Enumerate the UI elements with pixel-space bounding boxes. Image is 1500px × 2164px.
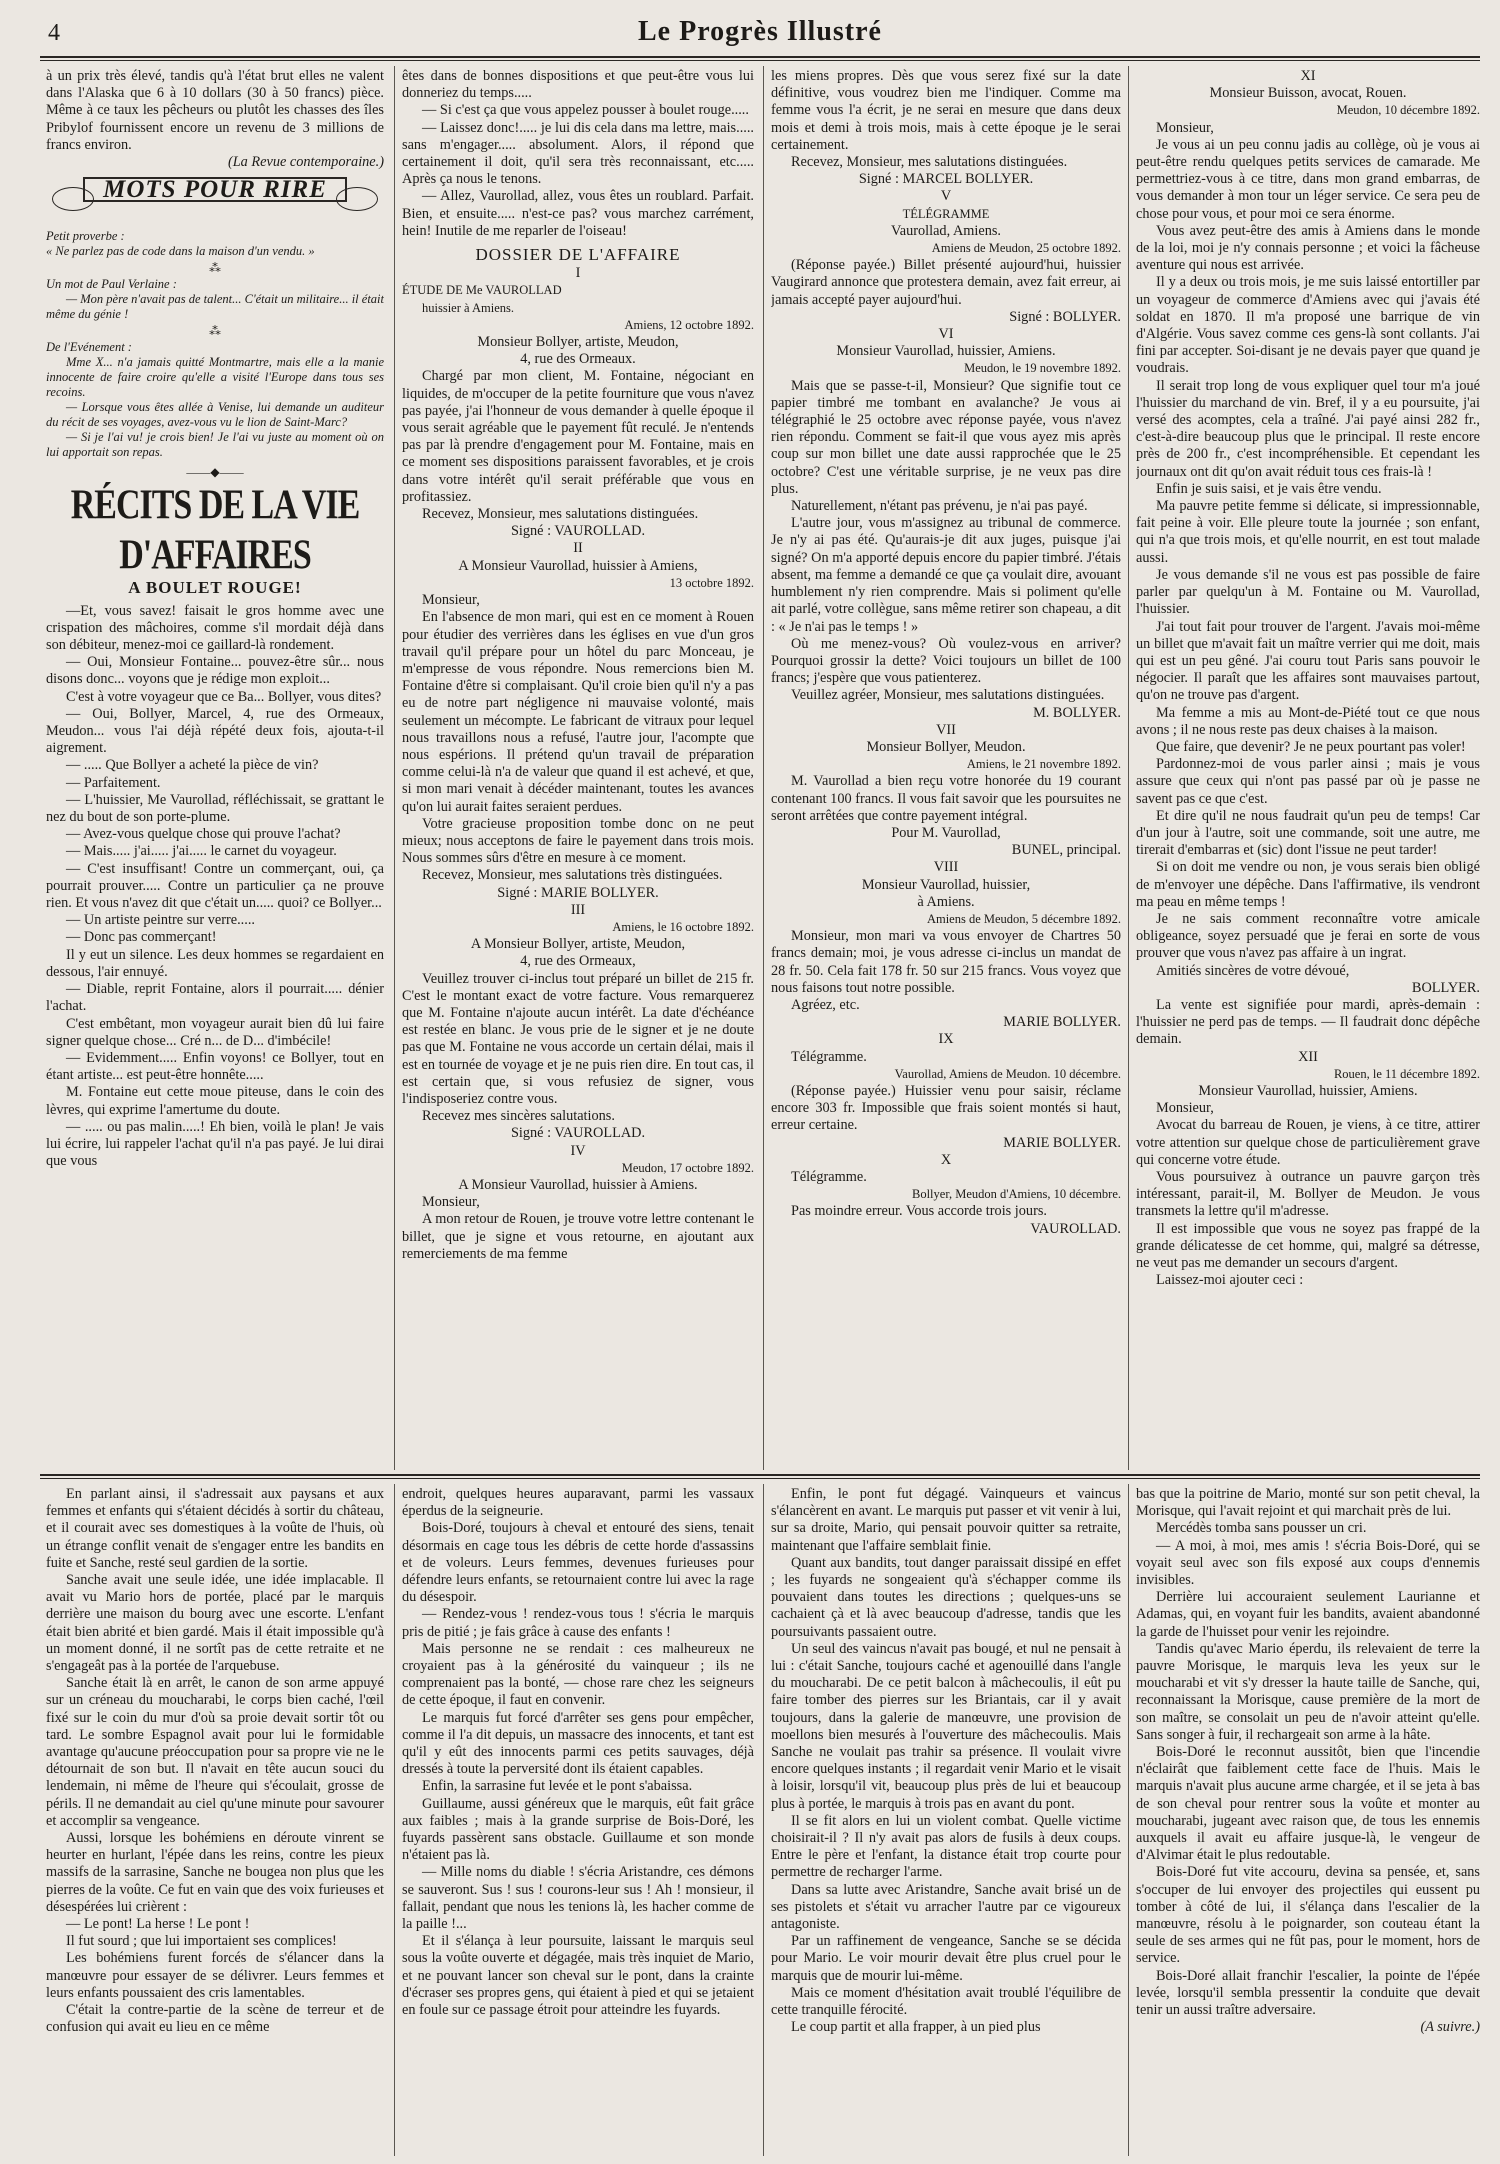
letter-body: Où me menez-vous? Où voulez-vous en arriver? Pourquoi grossir la dette? Voici toujours un billet de 100 francs; j'espère que vous patienterez. (771, 635, 1121, 687)
paragraph: — L'huissier, Me Vaurollad, réfléchissait, se grattant le nez du bout de son porte-plume. (46, 791, 384, 826)
separator-icon: ⁂ (209, 261, 221, 276)
paragraph: — Rendez-vous ! rendez-vous tous ! s'écria le marquis pris de pitié ; je fais grâce à cause des enfants ! (402, 1606, 754, 1640)
paragraph: — Si c'est ça que vous appelez pousser à boulet rouge..... (422, 102, 749, 119)
feuilleton-rule (40, 1474, 1480, 1476)
letter-signature: Signé : MARCEL BOLLYER. (858, 171, 1034, 188)
column-1 (46, 68, 384, 1468)
letter-salutation: Monsieur, (422, 592, 480, 609)
feuilleton-column-1 (46, 1486, 384, 2158)
letter-number: XI (1300, 68, 1316, 84)
letter-body: Et dire qu'il ne nous faudrait qu'un peu de temps! Car d'un jour à l'autre, soit une commande, soit une autre, me tirerait d'embarras et (sic) dont l'issue ne peut tarder! (1136, 807, 1480, 859)
letter-address: Monsieur Vaurollad, huissier, Amiens. (836, 343, 1056, 360)
paragraph: Un seul des vaincus n'avait pas bougé, et nul ne pensait à lui : c'était Sanche, toujours caché et agenouillé dans l'angle du moucharabi. De ce petit balcon à mâchecoulis, il eût pu faire tomber des pierres sur les Briantais, car il y avait toujours, dans la galerie de manœuvre, une provision de moellons bien mesurés à l'ouverture des mâchecoulis. Mais Sanche ne voulait pas trahir sa présence. Il voulait vivre encore quelques instants ; il regardait venir Mario et le visait à loisir, lorsqu'il vit, beaucoup plus près de lui et beaucoup plus à portée, le marquis à trois pas en avant du pont. (771, 1640, 1121, 1812)
paragraph: En parlant ainsi, il s'adressait aux paysans et aux femmes et enfants qui s'étaient décidés à sortir du château, et il courait avec ses domestiques à la voûte de l'huis, où un étrange conflit venait de s'engager entre les bandits en fuite et Sanche, resté seul gardien de la sortie. (46, 1486, 384, 1571)
letter-address: Monsieur Vaurollad, huissier, (861, 876, 1031, 893)
joke-text: Un mot de Paul Verlaine : (46, 277, 177, 292)
paragraph: — Oui, Bollyer, Marcel, 4, rue des Ormeaux, Meudon... vous l'ai déjà répété deux fois, ajouta-t-il aigrement. (46, 705, 384, 757)
paragraph: Derrière lui accouraient seulement Laurianne et Adamas, qui, en voyant fuir les bandits, avaient abandonné la garde de l'huisset pour venir les rejoindre. (1136, 1589, 1480, 1640)
letter-date: Amiens, le 21 novembre 1892. (966, 757, 1121, 772)
letter-address: Monsieur Bollyer, artiste, Meudon, (477, 334, 679, 351)
paragraph: — C'est insuffisant! Contre un commerçant, oui, ça pourrait prouver..... Contre un particulier ça ne prouve rien. Et vous n'avez dit que c'était un..... quoi? ce Bollyer... (46, 860, 384, 912)
letter-address: Monsieur Vaurollad, huissier, Amiens. (1198, 1082, 1418, 1099)
letter-signature: BOLLYER. (1411, 979, 1480, 996)
to-be-continued: (A suivre.) (1420, 2019, 1480, 2036)
letter-date: Amiens, le 16 octobre 1892. (612, 919, 754, 934)
paragraph: Bois-Doré, toujours à cheval et entouré des siens, tenait désormais en cage tous les débris de cette horde d'assassins et de voleurs. Leurs femmes, devenues furieuses pour défendre leurs enfants, se retournaient contre lui avec la rage du désespoir. (402, 1520, 754, 1606)
paragraph: Aussi, lorsque les bohémiens en déroute vinrent se heurter en hurlant, l'épée dans les reins, contre les pieux massifs de la sarrasine, Sanche ne bougea non plus que les pierres de la voûte. Ce fut en vain que des voix furieuses et désespérées lui crièrent : (46, 1830, 384, 1915)
letter-closing: Amitiés sincères de votre dévoué, (1156, 962, 1350, 979)
paragraph: — A moi, à moi, mes amis ! s'écria Bois-Doré, qui se voyait seul avec son fils exposé aux coups d'ennemis invisibles. (1136, 1537, 1480, 1589)
paragraph: Guillaume, aussi généreux que le marquis, eût fait grâce aux faibles ; mais à la grande surprise de Bois-Doré, les fuyards passèrent sans obstacle. Guillaume et son monde n'étaient pas là. (402, 1795, 754, 1864)
paragraph: Le marquis fut forcé d'arrêter ses gens pour empêcher, comme il l'a dit depuis, un massacre des innocents, et tant est qu'il y eût des innocents parmi ces petits sauvages, déjà dressés à toute la perversité dont ils étaient capables. (402, 1709, 754, 1778)
paragraph: Enfin, le pont fut dégagé. Vainqueurs et vaincus s'élancèrent en avant. Le marquis put passer et vit venir à lui, sur sa droite, Mario, qui pensait pouvoir quitter sa retraite, maintenant que l'affaire semblait finie. (771, 1486, 1121, 1554)
paragraph: Bois-Doré allait franchir l'escalier, la pointe de l'épée levée, lorsqu'il sembla pressentir la conduite que devait tenir un aussi traître adversaire. (1136, 1967, 1480, 2019)
letter-number: VII (936, 721, 956, 738)
letterhead: huissier à Amiens. (422, 300, 515, 315)
source-citation: (La Revue contemporaine.) (227, 154, 384, 171)
joke-text: Mme X... n'a jamais quitté Montmartre, mais elle a la manie innocente de faire croire qu'elle a visité l'Europe dans tous ses recoins. (46, 355, 384, 400)
letter-body: Pas moindre erreur. Vous accorde trois jours. (791, 1203, 1047, 1220)
letter-body: En l'absence de mon mari, qui est en ce moment à Rouen pour étudier des verrières dans les églises en vue d'un gros travail qu'il prépare pour un hôtel du parc Monceau, je m'empresse de vous répondre. Nous remercions bien M. Fontaine d'être si complaisant. Qu'il croie bien qu'il n'y a pas eu de notre part négligence ni mauvaise volonté, mais seulement un mécompte. Le fabricant de vitraux pour lequel nous travaillons nous a refusé, l'autre jour, l'acompte que nous espérions. Il prétend qu'un travail de préparation comme celui-là n'a de valeur que quand il est achevé, et que, si mon mari venait à décéder maintenant, toutes les avances qu'on lui aurait faites seraient perdues. (402, 609, 754, 815)
letter-address: A Monsieur Vaurollad, huissier à Amiens. (458, 1177, 698, 1193)
letter-date: 13 octobre 1892. (669, 575, 754, 590)
letter-signature: Signé : BOLLYER. (1009, 308, 1121, 325)
letter-signature: Signé : MARIE BOLLYER. (497, 884, 659, 901)
letter-address: Monsieur Bollyer, Meudon. (866, 738, 1026, 755)
column-divider (394, 1484, 395, 2156)
paragraph: —Et, vous savez! faisait le gros homme avec une crispation des mâchoires, comme s'il mordait déjà dans son débiteur, menez-moi ce gaillard-là rondement. (46, 602, 384, 654)
letter-body: Il serait trop long de vous expliquer quel tour m'a joué l'huissier du marchand de vin. Bref, il y a eu poursuite, j'ai versé des acomptes, cela a traîné. J'ai payé ainsi 282 fr., c'est-à-dire beaucoup plus que le principal. Il reste encore près de 200 fr., c'est incompréhensible. Et cependant les journaux ont dit qu'on avait réduit tous ces frais-là ! (1136, 377, 1480, 480)
letterhead: ÉTUDE DE Me VAUROLLAD (402, 283, 562, 298)
column-divider (394, 66, 395, 1470)
paragraph: Sanche avait une seule idée, une idée implacable. Il avait vu Mario hors de portée, placé par le marquis derrière une maison du bourg avec une escorte. L'enfant était bien abrité et bien gardé. Mais il était impossible qu'à un moment donné, il ne sortît pas de cette retraite et ne s'engageât pas à la portée de l'arquebuse. (46, 1572, 384, 1675)
letter-body: Pardonnez-moi de vous parler ainsi ; mais je vous assure que ceux qui n'ont pas passé par où je passe ne savent pas ce que c'est. (1136, 756, 1480, 807)
letter-body: Naturellement, n'étant pas prévenu, je n'ai pas payé. (791, 498, 1088, 515)
letter-signature: Signé : VAUROLLAD. (510, 1125, 646, 1142)
paragraph: — Oui, Monsieur Fontaine... pouvez-être sûr... nous disons donc... voyons que je rédige mon exploit... (46, 654, 384, 688)
paragraph: endroit, quelques heures auparavant, parmi les vassaux éperdus de la seigneurie. (402, 1486, 754, 1520)
letter-address: Vaurollad, Amiens. (891, 222, 1001, 239)
separator-icon: ——◆—— (186, 465, 244, 480)
letter-body: Veuillez trouver ci-inclus tout préparé un billet de 215 fr. C'est le montant exact de votre facture. Vous remarquerez que M. Fontaine n'ajoute aucun intérêt. La date d'échéance est restée en blanc. Je vous prie de le signer et je ne doute pas que M. Fontaine ne vous accorde un certain délai, mais il est en tournée de voyage et je ne puis rien dire. En tout cas, il est certain que, si vous refusiez de signer, vous l'indisposeriez contre vous. (402, 970, 754, 1107)
paragraph: Tandis qu'avec Mario éperdu, ils relevaient de terre la pauvre Morisque, le marquis leva les yeux sur le moucharabi et vit s'y dresser la haute taille de Sanche, qui, reconnaissant la Morisque, cause première de la mort de son maître, se consolait un peu de n'avoir atteint qu'elle. Sans songer à fuir, il rechargeait son arme à la hâte. (1136, 1640, 1480, 1743)
letter-signature: VAUROLLAD. (1030, 1220, 1121, 1237)
letter-body: Il est impossible que vous ne soyez pas frappé de la grande délicatesse de cet homme, qui, malgré sa détresse, ne veut pas me demander un secours d'argent. (1136, 1220, 1480, 1272)
paragraph: Et il s'élança à leur poursuite, laissant le marquis seul sous la voûte ouverte et dégagée, mais très inquiet de Mario, et ne pouvant lancer son cheval sur le pont, dans la crainte d'écraser ses propres gens, qui étaient à pied et qui se jetaient en foule sur ce passage étroit pour atteindre les fuyards. (402, 1933, 754, 2019)
paragraph: — ..... Que Bollyer a acheté la pièce de vin? (66, 757, 319, 774)
letter-signature: Signé : VAUROLLAD. (510, 523, 646, 540)
letter-number: X (940, 1151, 952, 1168)
letter-body: Mais que se passe-t-il, Monsieur? Que signifie tout ce papier timbré me tombant en avalanche? Je vous ai télégraphié le 25 octobre avec réponse payée, vous n'avez rien répondu. Comment se fait-il que vous ayez mis après coup sur mon billet une date aussi rapprochée que le 25 octobre? C'est une véritable surprise, je ne veux pas dire plus. (771, 377, 1121, 497)
letter-body: L'autre jour, vous m'assignez au tribunal de commerce. Je n'y ai pas été. Qu'aurais-je dit aux juges, puisque j'ai signé? On m'a apporté depuis encore du papier timbré. J'étais absent, ma femme a demandé ce que ça voulait dire, avouant humblement n'y rien comprendre. Mais si poliment qu'elle ait parlé, votre collègue, sans même retirer son chapeau, a dit : « Je n'ai pas le temps ! » (771, 515, 1121, 635)
paragraph: — Parfaitement. (66, 774, 161, 791)
column-2 (402, 68, 754, 1468)
paragraph: Dans sa lutte avec Aristandre, Sanche avait brisé un de ses pistolets et s'était vu arracher l'autre par ce vigoureux antagoniste. (771, 1881, 1121, 1933)
paragraph: — Evidemment..... Enfin voyons! ce Bollyer, tout en étant artiste... est peut-être honnête..... (46, 1049, 384, 1084)
joke-text: « Ne parlez pas de code dans la maison d'un vendu. » (46, 244, 315, 259)
letter-closing: Recevez mes sincères salutations. (422, 1108, 615, 1125)
paragraph: êtes dans de bonnes dispositions et que peut-être vous lui donneriez du temps..... (402, 68, 754, 102)
letter-closing: Agréez, etc. (791, 996, 860, 1013)
paragraph: — ..... ou pas malin.....! Eh bien, voilà le plan! Je vais lui écrire, lui rappeler l'achat qu'il n'a pas payé. Je lui dirai que vous (46, 1118, 384, 1170)
letter-body: (Réponse payée.) Huissier venu pour saisir, réclame encore 303 fr. Impossible que frais soient montés si haut, erreur certaine. (771, 1082, 1121, 1134)
feuilleton-column-3 (771, 1486, 1121, 2158)
letter-body: J'ai tout fait pour trouver de l'argent. J'avais moi-même un billet que m'avait fait un maître verrier qui me doit, mais qui est un peu gêné. J'ai couru tout Paris sans pouvoir le négocier. Il paraît que les affaires sont mauvaises partout, qu'on ne trouve pas d'argent. (1136, 618, 1480, 704)
paragraph: Il se fit alors en lui un violent combat. Quelle victime choisirait-il ? Il n'y avait pas alors de fusils à deux coups. Entre le père et l'enfant, la distance était trop courte pour permettre de recharger l'arme. (771, 1812, 1121, 1881)
letter-body: Ma pauvre petite femme si délicate, si impressionnable, fait peine à voir. Elle pleure toute la journée ; son enfant, qui n'a que trois mois, et qu'elle nourrit, en est tout malade aussi. (1136, 498, 1480, 566)
paragraph: à un prix très élevé, tandis qu'à l'état brut elles ne valent dans l'Alaska que 6 à 10 dollars (30 à 50 francs) pièce. Même à ce taux les pêcheurs ou plutôt les chasses des îles Pribylof fournissent encore un revenu de 3 millions de francs environ. (46, 68, 384, 153)
joke-text: — Lorsque vous êtes allée à Venise, lui demande un auditeur du récit de ses voyages, avez-vous vu le lion de Saint-Marc? (46, 400, 384, 430)
letter-body: Je vous ai un peu connu jadis au collège, où je vous ai peut-être rendu quelques petits services de camarade. Me permettriez-vous à ce titre, dans mon grand embarras, de vous demander à mon tour un léger service. Ce sera peu de chose pour vous, et pour moi ce sera énorme. (1136, 136, 1480, 222)
paragraph: Il fut sourd ; que lui importaient ses complices! (66, 1933, 337, 1950)
joke-text: De l'Evénement : (46, 340, 132, 355)
letter-body: Il y a deux ou trois mois, je me suis laissé entortiller par un voyageur de commerce d'Amiens avec qui j'avais été soldat en 1870. Il m'a proposé une barrique de vin d'Algérie. Vous savez comme ces gens-là sont collants. J'ai fini par accepter. Soi-disant je ne devais payer que quand je voudrais. (1136, 274, 1480, 377)
letter-body: Monsieur, mon mari va vous envoyer de Chartres 50 francs demain; moi, je vous adresse ci-inclus un mandat de 28 fr. 50. Cela fait 178 fr. 50 sur 215 francs. Vous voyez que nous faisons tout notre possible. (771, 928, 1121, 996)
letter-salutation: Monsieur, (422, 1194, 480, 1211)
letter-number: I (575, 265, 581, 282)
letter-number: II (573, 540, 583, 557)
letter-date: Amiens de Meudon, 25 octobre 1892. (931, 241, 1121, 256)
story-title: RÉCITS DE LA VIE D'AFFAIRES (70, 482, 360, 579)
letter-address: A Monsieur Vaurollad, huissier à Amiens, (458, 557, 698, 574)
column-divider (1128, 66, 1129, 1470)
page-number: 4 (48, 20, 60, 46)
letter-body: les miens propres. Dès que vous serez fixé sur la date définitive, vous voudrez bien me l'indiquer. Comme ma femme vous l'a écrit, je ne serai en mesure que dans deux mois et demi à trois mois, mais à cette époque je le serai certainement. (771, 68, 1121, 153)
letter-address: à Amiens. (917, 893, 975, 910)
joke-text: — Si je l'ai vu! je crois bien! Je l'ai vu juste au moment où on lui apportait son repas. (46, 430, 384, 460)
paragraph: — Avez-vous quelque chose qui prouve l'achat? (66, 826, 341, 843)
paragraph: Mais personne ne se rendait : ces malheureux ne croyaient pas à la générosité du vainqueur ; ils ne comprenaient pas la bonté, — chose rare chez les seigneurs de cette époque, il faut en convenir. (402, 1640, 754, 1709)
paragraph: Les bohémiens furent forcés de s'élancer dans la manœuvre pour essayer de se délivrer. Leurs femmes et leurs enfants poussaient des cris lamentables. (46, 1950, 384, 2001)
letter-date: Meudon, 17 octobre 1892. (621, 1160, 754, 1175)
paragraph: — Un artiste peintre sur verre..... (66, 912, 255, 929)
paragraph: — Allez, Vaurollad, allez, vous êtes un roublard. Parfait. Bien, et ensuite..... n'est-ce pas? vous marchez carrément, hein! Inutile de me reparler de l'oiseau! (402, 188, 754, 239)
letter-address: A Monsieur Bollyer, artiste, Meudon, (470, 936, 686, 953)
paragraph: C'était la contre-partie de la scène de terreur et de confusion qui avait eu lieu en ce même (46, 2002, 384, 2036)
letter-body: Ma femme a mis au Mont-de-Piété tout ce que nous avons ; il ne nous reste pas deux chaises à la maison. (1136, 704, 1480, 738)
paragraph: M. Fontaine eut cette moue piteuse, dans le coin des lèvres, qui exprime l'amertume du doute. (46, 1084, 384, 1118)
letter-closing: Recevez, Monsieur, mes salutations distinguées. (791, 154, 1068, 171)
letter-body: (Réponse payée.) Billet présenté aujourd'hui, huissier Vaugirard annonce que protestera demain, avez fait erreur, ai jamais accepté payer aujourd'hui. (771, 257, 1121, 308)
separator-icon: ⁂ (209, 324, 221, 339)
letter-number: IX (938, 1031, 954, 1048)
letter-date: Meudon, 10 décembre 1892. (1336, 103, 1480, 118)
letter-date: Rouen, le 11 décembre 1892. (1333, 1066, 1480, 1081)
letter-signature: M. BOLLYER. (1033, 704, 1121, 721)
joke-text: Petit proverbe : (46, 229, 125, 244)
letter-number: XII (1298, 1048, 1318, 1065)
paragraph: Bois-Doré fut vite accouru, devina sa pensée, et, sans s'occuper de lui envoyer des projectiles qui eussent pu tomber à côté de lui, il s'élança dans l'escalier de la manœuvre, résolu à le poignarder, son couteau étant la seule de ses armes qui ne fût pas, pour le moment, hors de service. (1136, 1864, 1480, 1967)
letter-number: VIII (933, 859, 959, 876)
letter-number: VI (938, 326, 954, 343)
paragraph: bas que la poitrine de Mario, monté sur son petit cheval, la Morisque, qui l'avait rejoint et qui marchait près de lui. (1136, 1486, 1480, 1520)
letter-body: Enfin je suis saisi, et je vais être vendu. (1156, 480, 1382, 497)
paragraph: Mercédès tomba sans pousser un cri. (1156, 1520, 1367, 1537)
letter-signature: BUNEL, principal. (1011, 842, 1121, 859)
letter-number: III (570, 901, 586, 918)
header-rule-thin (40, 60, 1480, 61)
paragraph: Par un raffinement de vengeance, Sanche se se décida pour Mario. Le voir mourir devait être plus cruel pour le marquis que de mourir lui-même. (771, 1933, 1121, 1984)
letter-date: Amiens, 12 octobre 1892. (624, 317, 754, 332)
paragraph: — Diable, reprit Fontaine, alors il pourrait..... dénier l'achat. (46, 981, 384, 1015)
letter-closing: Veuillez agréer, Monsieur, mes salutations distinguées. (791, 687, 1105, 704)
paragraph: — Laissez donc!..... je lui dis cela dans ma lettre, mais..... sans m'engager..... absolument. Alors, il répond que certainement il doit, qu'il sera très reconnaissant, etc..... Après ça nous le tenons. (402, 119, 754, 188)
letter-body: Si on doit me vendre ou non, je vous serais bien obligé de m'envoyer une dépêche. Dans l'affirmative, ils vendront ma peau en même temps ! (1136, 859, 1480, 910)
letter-salutation: Monsieur, (1156, 119, 1214, 136)
letter-closing: Recevez, Monsieur, mes salutations distinguées. (422, 506, 699, 523)
page-header (40, 14, 1480, 54)
telegram-label: Télégramme. (791, 1048, 867, 1065)
column-4 (1136, 68, 1480, 1468)
paragraph: Le coup partit et alla frapper, à un pied plus (791, 2019, 1041, 2036)
paragraph: C'est à votre voyageur que ce Ba... Bollyer, vous dites? (66, 688, 382, 705)
paragraph: — Mille noms du diable ! s'écria Aristandre, ces démons se sauveront. Sus ! sus ! courons-leur sus ! Ah ! monsieur, il fallait, pendant que nous les tenions là, les hacher comme de la paille !... (402, 1864, 754, 1933)
paragraph: — Mais..... j'ai..... j'ai..... le carnet du voyageur. (66, 843, 337, 860)
letter-body: Je vous demande s'il ne vous est pas possible de faire parler par quelqu'un à M. Fontaine ou M. Vaurollad, l'huissier. (1136, 566, 1480, 618)
letter-body: Laissez-moi ajouter ceci : (1156, 1272, 1304, 1289)
newspaper-title: Le Progrès Illustré (638, 16, 882, 47)
telegram-label: TÉLÉGRAMME (902, 206, 990, 221)
telegram-label: Télégramme. (791, 1169, 867, 1185)
ornament-icon (336, 187, 378, 211)
letter-body: Votre gracieuse proposition tombe donc on ne peut mieux; nous acceptons de faire le payement dans trois mois. Nous sommes sûrs d'être en mesure à ce moment. (402, 815, 754, 867)
letter-signature: MARIE BOLLYER. (1003, 1014, 1121, 1031)
letter-address: Monsieur Buisson, avocat, Rouen. (1209, 85, 1407, 102)
letter-salutation: Monsieur, (1156, 1100, 1214, 1117)
letter-body: La vente est signifiée pour mardi, après-demain : l'huissier ne perd pas de temps. — Il faudrait donc dépêche demain. (1136, 996, 1480, 1048)
letter-address: 4, rue des Ormeaux, (520, 953, 636, 970)
joke-text: — Mon père n'avait pas de talent... C'était un militaire... il était même du génie ! (46, 292, 384, 322)
paragraph: C'est embêtant, mon voyageur aurait bien dû lui faire signer quelque chose... Cré n... de D... d'imbécile! (46, 1015, 384, 1049)
letter-body: Vous avez peut-être des amis à Amiens dans le monde de la loi, moi je n'y connais personne ; et voici la fâcheuse aventure qui nous est arrivée. (1136, 222, 1480, 274)
letter-signature: MARIE BOLLYER. (1003, 1134, 1121, 1151)
letter-date: Bollyer, Meudon d'Amiens, 10 décembre. (912, 1187, 1121, 1202)
section-title: MOTS POUR RIRE (83, 177, 347, 202)
letter-number: IV (570, 1142, 586, 1159)
letter-body: A mon retour de Rouen, je trouve votre lettre contenant le billet, que je signe et vous retourne, en ajoutant aux remerciements de ma femme (402, 1211, 754, 1262)
letter-closing: Recevez, Monsieur, mes salutations très distinguées. (422, 867, 723, 884)
letter-date: Amiens de Meudon, 5 décembre 1892. (926, 911, 1121, 926)
letter-body: M. Vaurollad a bien reçu votre honorée du 19 courant contenant 100 francs. Il vous fait savoir que les poursuites ne seront arrêtées que contre payement intégral. (771, 773, 1121, 824)
letter-body: Je ne sais comment reconnaître votre amicale obligeance, soyez persuadé que je ferai en sorte de vous prouver que vous n'avez pas affaire à un ingrat. (1136, 910, 1480, 962)
story-subtitle: A BOULET ROUGE! (128, 578, 302, 598)
dossier-heading: DOSSIER DE L'AFFAIRE (475, 245, 681, 265)
paragraph: Il y eut un silence. Les deux hommes se regardaient en dessous, l'air ennuyé. (46, 946, 384, 980)
feuilleton-column-2 (402, 1486, 754, 2158)
ornament-icon (52, 187, 94, 211)
column-divider (763, 66, 764, 1470)
paragraph: Bois-Doré le reconnut aussitôt, bien que l'incendie n'éclairât que faiblement cette face de l'huis. Mais le marquis n'avait plus aucune arme chargée, et il se jeta à bas de son cheval pour rentrer sous la voûte et monter au moucharabi, jugeant avec raison que, de tous les ennemis auxquels il avait eu affaire jusque-là, le vengeur de d'Alvimar était le plus redoutable. (1136, 1744, 1480, 1864)
paragraph: Quant aux bandits, tout danger paraissait dissipé en effet ; les fuyards ne songeaient qu'à s'échapper comme ils pouvaient dans toutes les directions ; quelques-uns se cachaient çà et là avec beaucoup d'adresse, tandis que les poursuivants passaient outre. (771, 1554, 1121, 1640)
letter-closing: Pour M. Vaurollad, (891, 824, 1001, 841)
letter-body: Chargé par mon client, M. Fontaine, négociant en liquides, de m'occuper de la petite fourniture que vous n'avez pas payée, j'ai l'honneur de vous demander à quelle époque il vous serait agréable que le payement fût reculé. Je n'entends pas par là prendre d'engagement pour M. Fontaine, mais en ce moment ses dispositions paraissent favorables, et je crois dans votre intérêt qu'il serait préférable que vous en profitassiez. (402, 368, 754, 505)
column-divider (763, 1484, 764, 2156)
letter-body: Que faire, que devenir? Je ne peux pourtant pas voler! (1156, 738, 1466, 755)
section-banner (46, 177, 384, 221)
paragraph: — Donc pas commerçant! (66, 929, 217, 946)
feuilleton-rule-thin (40, 1478, 1480, 1479)
letter-date: Vaurollad, Amiens de Meudon. 10 décembre. (894, 1066, 1121, 1081)
letter-body: Avocat du barreau de Rouen, je viens, à ce titre, attirer votre attention sur quelque chose de particulièrement grave qui concerne votre étude. (1136, 1117, 1480, 1168)
letter-number: V (940, 188, 952, 205)
column-divider (1128, 1484, 1129, 2156)
paragraph: — Le pont! La herse ! Le pont ! (66, 1916, 250, 1933)
header-rule (40, 56, 1480, 58)
paragraph: Mais ce moment d'hésitation avait troublé l'équilibre de cette tranquille férocité. (771, 1984, 1121, 2019)
letter-body: Vous poursuivez à outrance un pauvre garçon très intéressant, parait-il, M. Bollyer de Meudon. Je vous transmets la lettre qu'il m'adresse. (1136, 1169, 1480, 1220)
letter-date: Meudon, le 19 novembre 1892. (964, 361, 1121, 376)
feuilleton-column-4 (1136, 1486, 1480, 2158)
letter-address: 4, rue des Ormeaux. (520, 351, 636, 368)
paragraph: Enfin, la sarrasine fut levée et le pont s'abaissa. (422, 1778, 693, 1795)
paragraph: Sanche était là en arrêt, le canon de son arme appuyé sur un créneau du moucharabi, le corps bien caché, l'œil fixé sur le coin du mur d'où sa proie devait sortir tôt ou tard. Le sombre Espagnol avait pour lui le formidable avantage qu'aucune préoccupation pour sa propre vie ne le détournait de son but. Il n'avait en tête aucun souci du lendemain, ni même de l'heure qui s'écoulait, grosse de périls. Il ne demandait au ciel qu'une minute pour savourer et accomplir sa vengeance. (46, 1675, 384, 1829)
column-3 (771, 68, 1121, 1468)
